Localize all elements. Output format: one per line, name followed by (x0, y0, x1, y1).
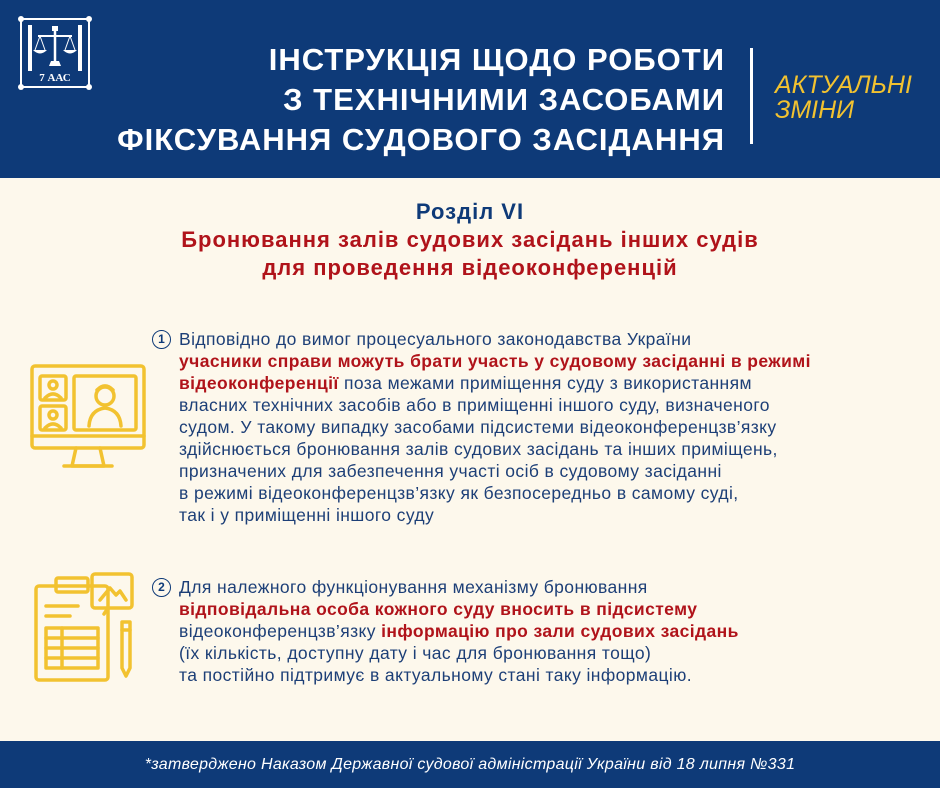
title-line-2: З ТЕХНІЧНИМИ ЗАСОБАМИ (283, 82, 725, 117)
badge-line-1: АКТУАЛЬНІ (775, 71, 912, 99)
body-text: призначених для забезпечення участі осіб в судовому засіданні (179, 461, 722, 481)
badge-line-2: ЗМІНИ (775, 96, 855, 124)
item-1-text (179, 328, 919, 526)
item-2-line (179, 598, 919, 620)
body-text: власних технічних засобів або в приміщенні іншого суду, визначеного (179, 395, 770, 415)
title-line-1: ІНСТРУКЦІЯ ЩОДО РОБОТИ (268, 42, 725, 77)
item-2-line (179, 664, 919, 686)
body-text: судом. У такому випадку засобами підсистеми відеоконференцзв’язку (179, 417, 777, 437)
highlighted-text: учасники справи можуть брати участь у судовому засіданні в режимі (179, 351, 811, 371)
body-text: поза межами приміщення суду з використанням (338, 373, 752, 393)
section-title: Розділ VI (415, 199, 525, 224)
item-1-line (179, 482, 919, 504)
body-text: Для належного функціонування механізму бронювання (179, 577, 648, 597)
video-conference-monitor-icon (28, 362, 148, 477)
body-text: здійснюється бронювання залів судових засідань та інших приміщень, (179, 439, 778, 459)
body-text: в режимі відеоконференцзв’язку як безпосередньо в самому суді, (179, 483, 739, 503)
page-title (117, 40, 725, 160)
item-1-line (179, 328, 919, 350)
highlighted-text: відеоконференції (179, 373, 339, 393)
footer-note: *затверджено Наказом Державної судової адміністрації України від 18 липня №331 (144, 756, 796, 773)
body-text: та постійно підтримує в актуальному стані таку інформацію. (179, 665, 692, 685)
item-1-line (179, 504, 919, 526)
section-subtitle-line-2: для проведення відеоконференцій (262, 255, 678, 280)
footer-banner (0, 741, 940, 788)
logo-label: 7 ААС (39, 72, 71, 84)
item-2-text (179, 576, 919, 686)
body-text: так і у приміщенні іншого суду (179, 505, 435, 525)
body-text: Відповідно до вимог процесуального законодавства України (179, 329, 692, 349)
item-1-line (179, 394, 919, 416)
updates-badge (775, 73, 912, 123)
item-2-line (179, 642, 919, 664)
item-1-number: 1 (152, 330, 171, 349)
header-banner (0, 0, 940, 178)
highlighted-text: відповідальна особа кожного суду вносить в підсистему (179, 599, 698, 619)
item-2-line (179, 576, 919, 598)
section-heading (0, 198, 940, 282)
title-line-3: ФІКСУВАННЯ СУДОВОГО ЗАСІДАННЯ (117, 122, 725, 157)
section-subtitle-line-1: Бронювання залів судових засідань інших судів (181, 227, 759, 252)
highlighted-text: інформацію про зали судових засідань (381, 621, 739, 641)
item-1-line (179, 350, 919, 372)
item-1-line (179, 416, 919, 438)
item-2-number: 2 (152, 578, 171, 597)
item-1-line (179, 460, 919, 482)
item-1-line (179, 438, 919, 460)
clipboard-schedule-icon (30, 570, 140, 685)
body-text: відеоконференцзв’язку (179, 621, 382, 641)
title-divider (750, 48, 753, 144)
item-1-line (179, 372, 919, 394)
body-text: (їх кількість, доступну дату і час для бронювання тощо) (179, 643, 652, 663)
item-2-line (179, 620, 919, 642)
